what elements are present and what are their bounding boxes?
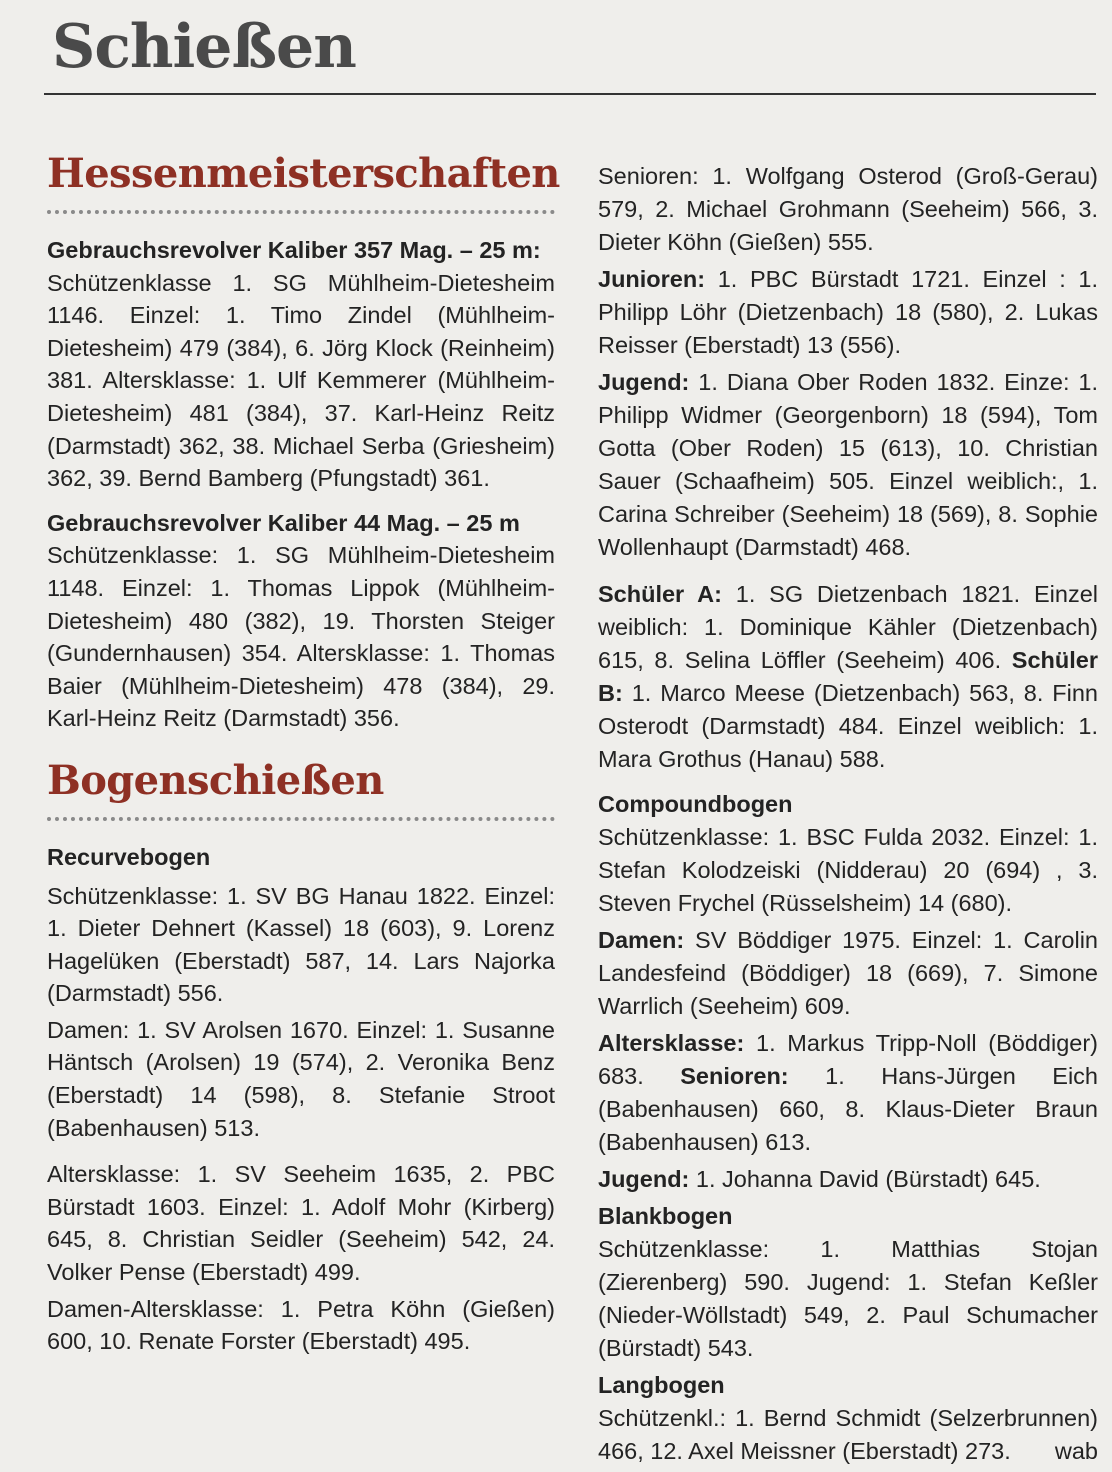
recurve-damen: Damen: 1. SV Arolsen 1670. Einzel: 1. Susanne Häntsch (Arolsen) 19 (574), 2. Veronika Benz (Eberstadt) 14 (598), 8. Stefanie Stroot (Babenhausen) 513.	[47, 1016, 555, 1141]
recurve-junioren	[598, 263, 1098, 362]
recurve-altersklasse: Altersklasse: 1. SV Seeheim 1635, 2. PBC Bürstadt 1603. Einzel: 1. Adolf Mohr (Kirberg) 645, 8. Christian Seidler (Seeheim) 542, 24. Volker Pense (Eberstadt) 499.	[47, 1161, 555, 1286]
compound-damen	[598, 924, 1098, 1023]
recurve-header: Recurvebogen	[47, 843, 211, 870]
compound-alters-senioren	[598, 1027, 1098, 1159]
right-column	[598, 160, 1098, 1472]
compound-header: Compoundbogen	[598, 791, 793, 817]
label-compound-alters: Altersklasse:	[598, 1030, 745, 1056]
compound-jugend	[598, 1163, 1098, 1196]
text-jugend: 1. Diana Ober Roden 1832. Einze: 1. Philipp Widmer (Georgenborn) 18 (594), Tom Gotta (Ober Roden) 15 (613), 10. Christian Sauer (Schaafheim) 505. Einzel weiblich:, 1. Carina Schreiber (Seeheim) 18 (569), 8. Sophie Wollenhaupt (Darmstadt) 468.	[598, 369, 1098, 560]
label-schueler-b: Schüler B:	[598, 647, 1098, 706]
text-compound-senioren: 1. Hans-Jürgen Eich (Babenhausen) 660, 8. Klaus-Dieter Braun (Babenhausen) 613.	[598, 1063, 1098, 1155]
text-junioren: 1. PBC Bürstadt 1721. Einzel : 1. Philipp Löhr (Dietzenbach) 18 (580), 2. Lukas Reisser (Eberstadt) 13 (556).	[598, 266, 1098, 358]
blank-results: Schützenklasse: 1. Matthias Stojan (Zierenberg) 590. Jugend: 1. Stefan Keßler (Nieder-Wöllstadt) 549, 2. Paul Schumacher (Bürstadt) 543.	[598, 1236, 1098, 1361]
label-compound-jugend: Jugend:	[598, 1166, 690, 1192]
text-schueler-a: 1. SG Dietzenbach 1821. Einzel weiblich: 1. Dominique Kähler (Dietzenbach) 615, 8. Selina Löffler (Seeheim) 406.	[598, 581, 1098, 673]
dotted-divider	[47, 210, 555, 214]
text-lang: Schützenkl.: 1. Bernd Schmidt (Selzerbrunnen) 466, 12. Axel Meissner (Eberstadt) 273.	[598, 1405, 1098, 1464]
author-signature: wab	[1054, 1438, 1098, 1464]
label-compound-damen: Damen:	[598, 927, 685, 953]
label-jugend: Jugend:	[598, 369, 690, 395]
text-compound-alters: 1. Markus Tripp-Noll (Böddiger) 683.	[598, 1030, 1098, 1089]
recurve-damen-altersklasse: Damen-Altersklasse: 1. Petra Köhn (Gießen) 600, 10. Renate Forster (Eberstadt) 495.	[47, 1295, 555, 1355]
label-compound-senioren: Senioren:	[680, 1063, 789, 1089]
lang-results	[598, 1402, 1098, 1468]
label-junioren: Junioren:	[598, 266, 706, 292]
text-schueler-b: 1. Marco Meese (Dietzenbach) 563, 8. Finn Osterodt (Darmstadt) 484. Einzel weiblich: 1. Mara Grothus (Hanau) 588.	[598, 680, 1098, 772]
results-44: Schützenklasse: 1. SG Mühlheim-Dietesheim 1148. Einzel: 1. Thomas Lippok (Mühlheim-Dietesheim) 480 (382), 19. Thorsten Steiger (Gundernhausen) 354. Altersklasse: 1. Thomas Baier (Mühlheim-Dietesheim) 478 (384), 29. Karl-Heinz Reitz (Darmstadt) 356.	[47, 542, 555, 732]
recurve-senioren: Senioren: 1. Wolfgang Osterod (Groß-Gerau) 579, 2. Michael Grohmann (Seeheim) 566, 3. Dieter Köhn (Gießen) 555.	[598, 163, 1098, 255]
section-title-bogenschiessen: Bogenschießen	[47, 756, 384, 804]
recurve-schueler	[598, 578, 1098, 776]
results-357: Schützenklasse 1. SG Mühlheim-Dietesheim 1146. Einzel: 1. Timo Zindel (Mühlheim-Dietesheim) 479 (384), 6. Jörg Klock (Reinheim) 381. Altersklasse: 1. Ulf Kemmerer (Mühlheim-Dietesheim) 481 (384), 37. Karl-Heinz Reitz (Darmstadt) 362, 38. Michael Serba (Griesheim) 362, 39. Bernd Bamberg (Pfungstadt) 361.	[47, 269, 555, 492]
event-header-44: Gebrauchsrevolver Kaliber 44 Mag. – 25 m	[47, 509, 520, 536]
dotted-divider	[47, 817, 555, 821]
page-title: Schießen	[52, 12, 356, 82]
text-compound-damen: SV Böddiger 1975. Einzel: 1. Carolin Landesfeind (Böddiger) 18 (669), 7. Simone Warrlich (Seeheim) 609.	[598, 927, 1098, 1019]
lang-header: Langbogen	[598, 1372, 725, 1398]
recurve-schuetzenklasse: Schützenklasse: 1. SV BG Hanau 1822. Einzel: 1. Dieter Dehnert (Kassel) 18 (603), 9. Lorenz Hagelüken (Eberstadt) 587, 14. Lars Najorka (Darmstadt) 556.	[47, 882, 555, 1007]
recurve-jugend	[598, 366, 1098, 564]
section-title-hessenmeisterschaften: Hessenmeisterschaften	[47, 150, 560, 197]
compound-schuetzenklasse: Schützenklasse: 1. BSC Fulda 2032. Einzel: 1. Stefan Kolodzeiski (Nidderau) 20 (694) , 3. Steven Frychel (Rüsselsheim) 14 (680).	[598, 824, 1098, 916]
title-divider	[44, 93, 1096, 95]
event-header-357: Gebrauchsrevolver Kaliber 357 Mag. – 25 m:	[47, 237, 541, 263]
text-compound-jugend: 1. Johanna David (Bürstadt) 645.	[689, 1166, 1041, 1192]
label-schueler-a: Schüler A:	[598, 581, 722, 607]
blank-header: Blankbogen	[598, 1203, 733, 1229]
left-column	[47, 150, 560, 1362]
